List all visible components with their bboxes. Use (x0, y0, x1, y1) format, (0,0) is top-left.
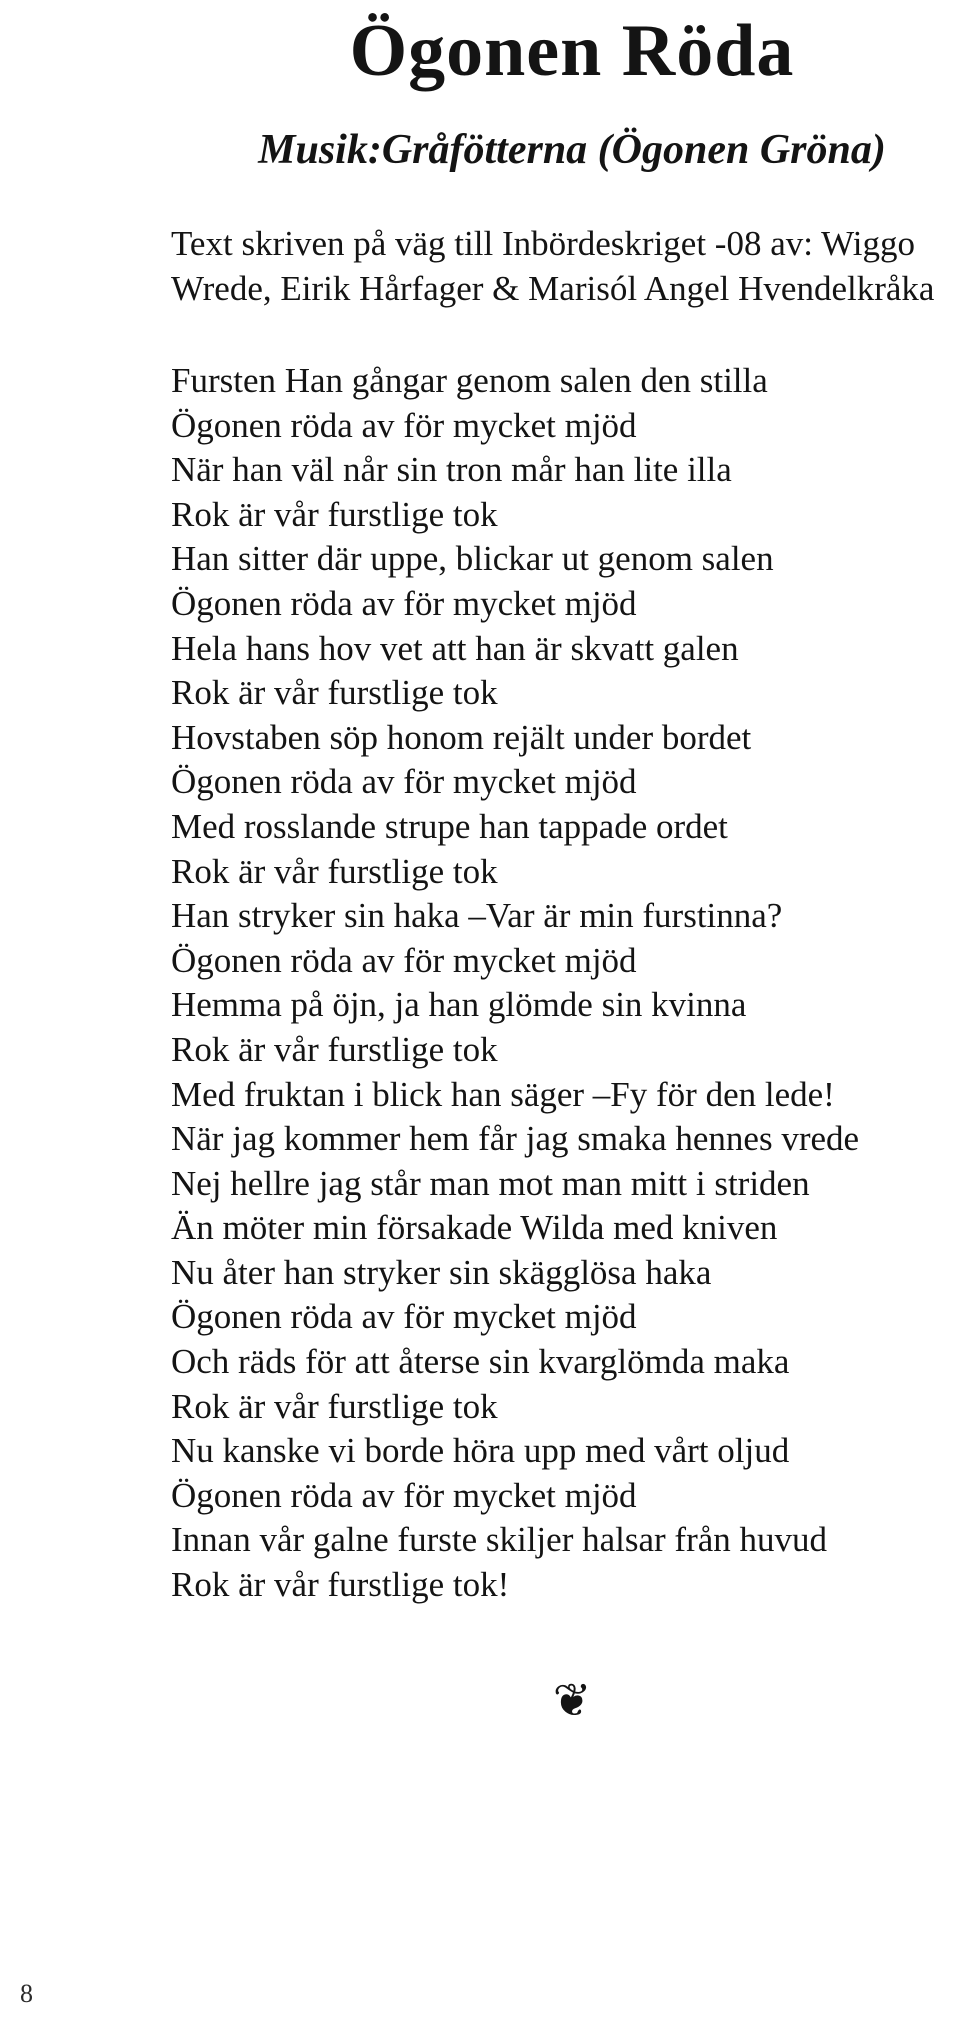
lyric-line: Rok är vår furstlige tok (171, 494, 498, 534)
lyric-line: Ögonen röda av för mycket mjöd (171, 583, 637, 623)
lyric-line: Rok är vår furstlige tok (171, 673, 498, 713)
lyric-line: Han sitter där uppe, blickar ut genom salen (171, 539, 774, 579)
lyric-line: Han stryker sin haka –Var är min furstinna? (171, 896, 783, 936)
page-number: 8 (20, 1979, 33, 2008)
lyric-line: Rok är vår furstlige tok (171, 851, 498, 891)
lyric-line: Hemma på öjn, ja han glömde sin kvinna (171, 985, 747, 1025)
lyric-line: Fursten Han gångar genom salen den stilla (171, 361, 768, 400)
intro-credits (171, 222, 951, 311)
lyric-line: Ögonen röda av för mycket mjöd (171, 940, 637, 980)
intro-line: Wrede, Eirik Hårfager & Marisól Angel Hvendelkråka (171, 268, 935, 308)
lyric-line: Rok är vår furstlige tok! (171, 1565, 510, 1605)
lyric-line: Ögonen röda av för mycket mjöd (171, 1297, 637, 1337)
lyric-line: När han väl når sin tron mår han lite illa (171, 450, 732, 490)
lyrics (171, 359, 951, 1608)
lyric-line: Hovstaben söp honom rejält under bordet (171, 717, 752, 757)
lyric-line: När jag kommer hem får jag smaka hennes vrede (171, 1119, 860, 1159)
song-subtitle: Musik:Gråfötterna (Ögonen Gröna) (258, 127, 886, 173)
lyric-line: Rok är vår furstlige tok (171, 1386, 498, 1426)
lyric-line: Med rosslande strupe han tappade ordet (171, 806, 728, 846)
intro-line: Text skriven på väg till Inbördeskriget -08 av: Wiggo (171, 224, 915, 263)
floral-heart-icon: ❦ (552, 1673, 592, 1727)
lyric-line: Nej hellre jag står man mot man mitt i striden (171, 1163, 810, 1203)
lyric-line: Innan vår galne furste skiljer halsar från huvud (171, 1520, 828, 1560)
lyric-line: Ögonen röda av för mycket mjöd (171, 762, 637, 802)
lyric-line: Hela hans hov vet att han är skvatt galen (171, 628, 739, 668)
song-title: Ögonen Röda (349, 10, 795, 92)
lyric-line: Nu åter han stryker sin skägglösa haka (171, 1252, 712, 1292)
lyric-line: Och räds för att återse sin kvarglömda maka (171, 1342, 790, 1382)
lyric-line: Än möter min försakade Wilda med kniven (171, 1208, 778, 1248)
lyric-line: Nu kanske vi borde höra upp med vårt oljud (171, 1431, 790, 1471)
lyric-line: Rok är vår furstlige tok (171, 1029, 498, 1069)
lyric-line: Ögonen röda av för mycket mjöd (171, 405, 637, 445)
lyric-line: Med fruktan i blick han säger –Fy för den lede! (171, 1074, 835, 1114)
lyric-line: Ögonen röda av för mycket mjöd (171, 1475, 637, 1515)
